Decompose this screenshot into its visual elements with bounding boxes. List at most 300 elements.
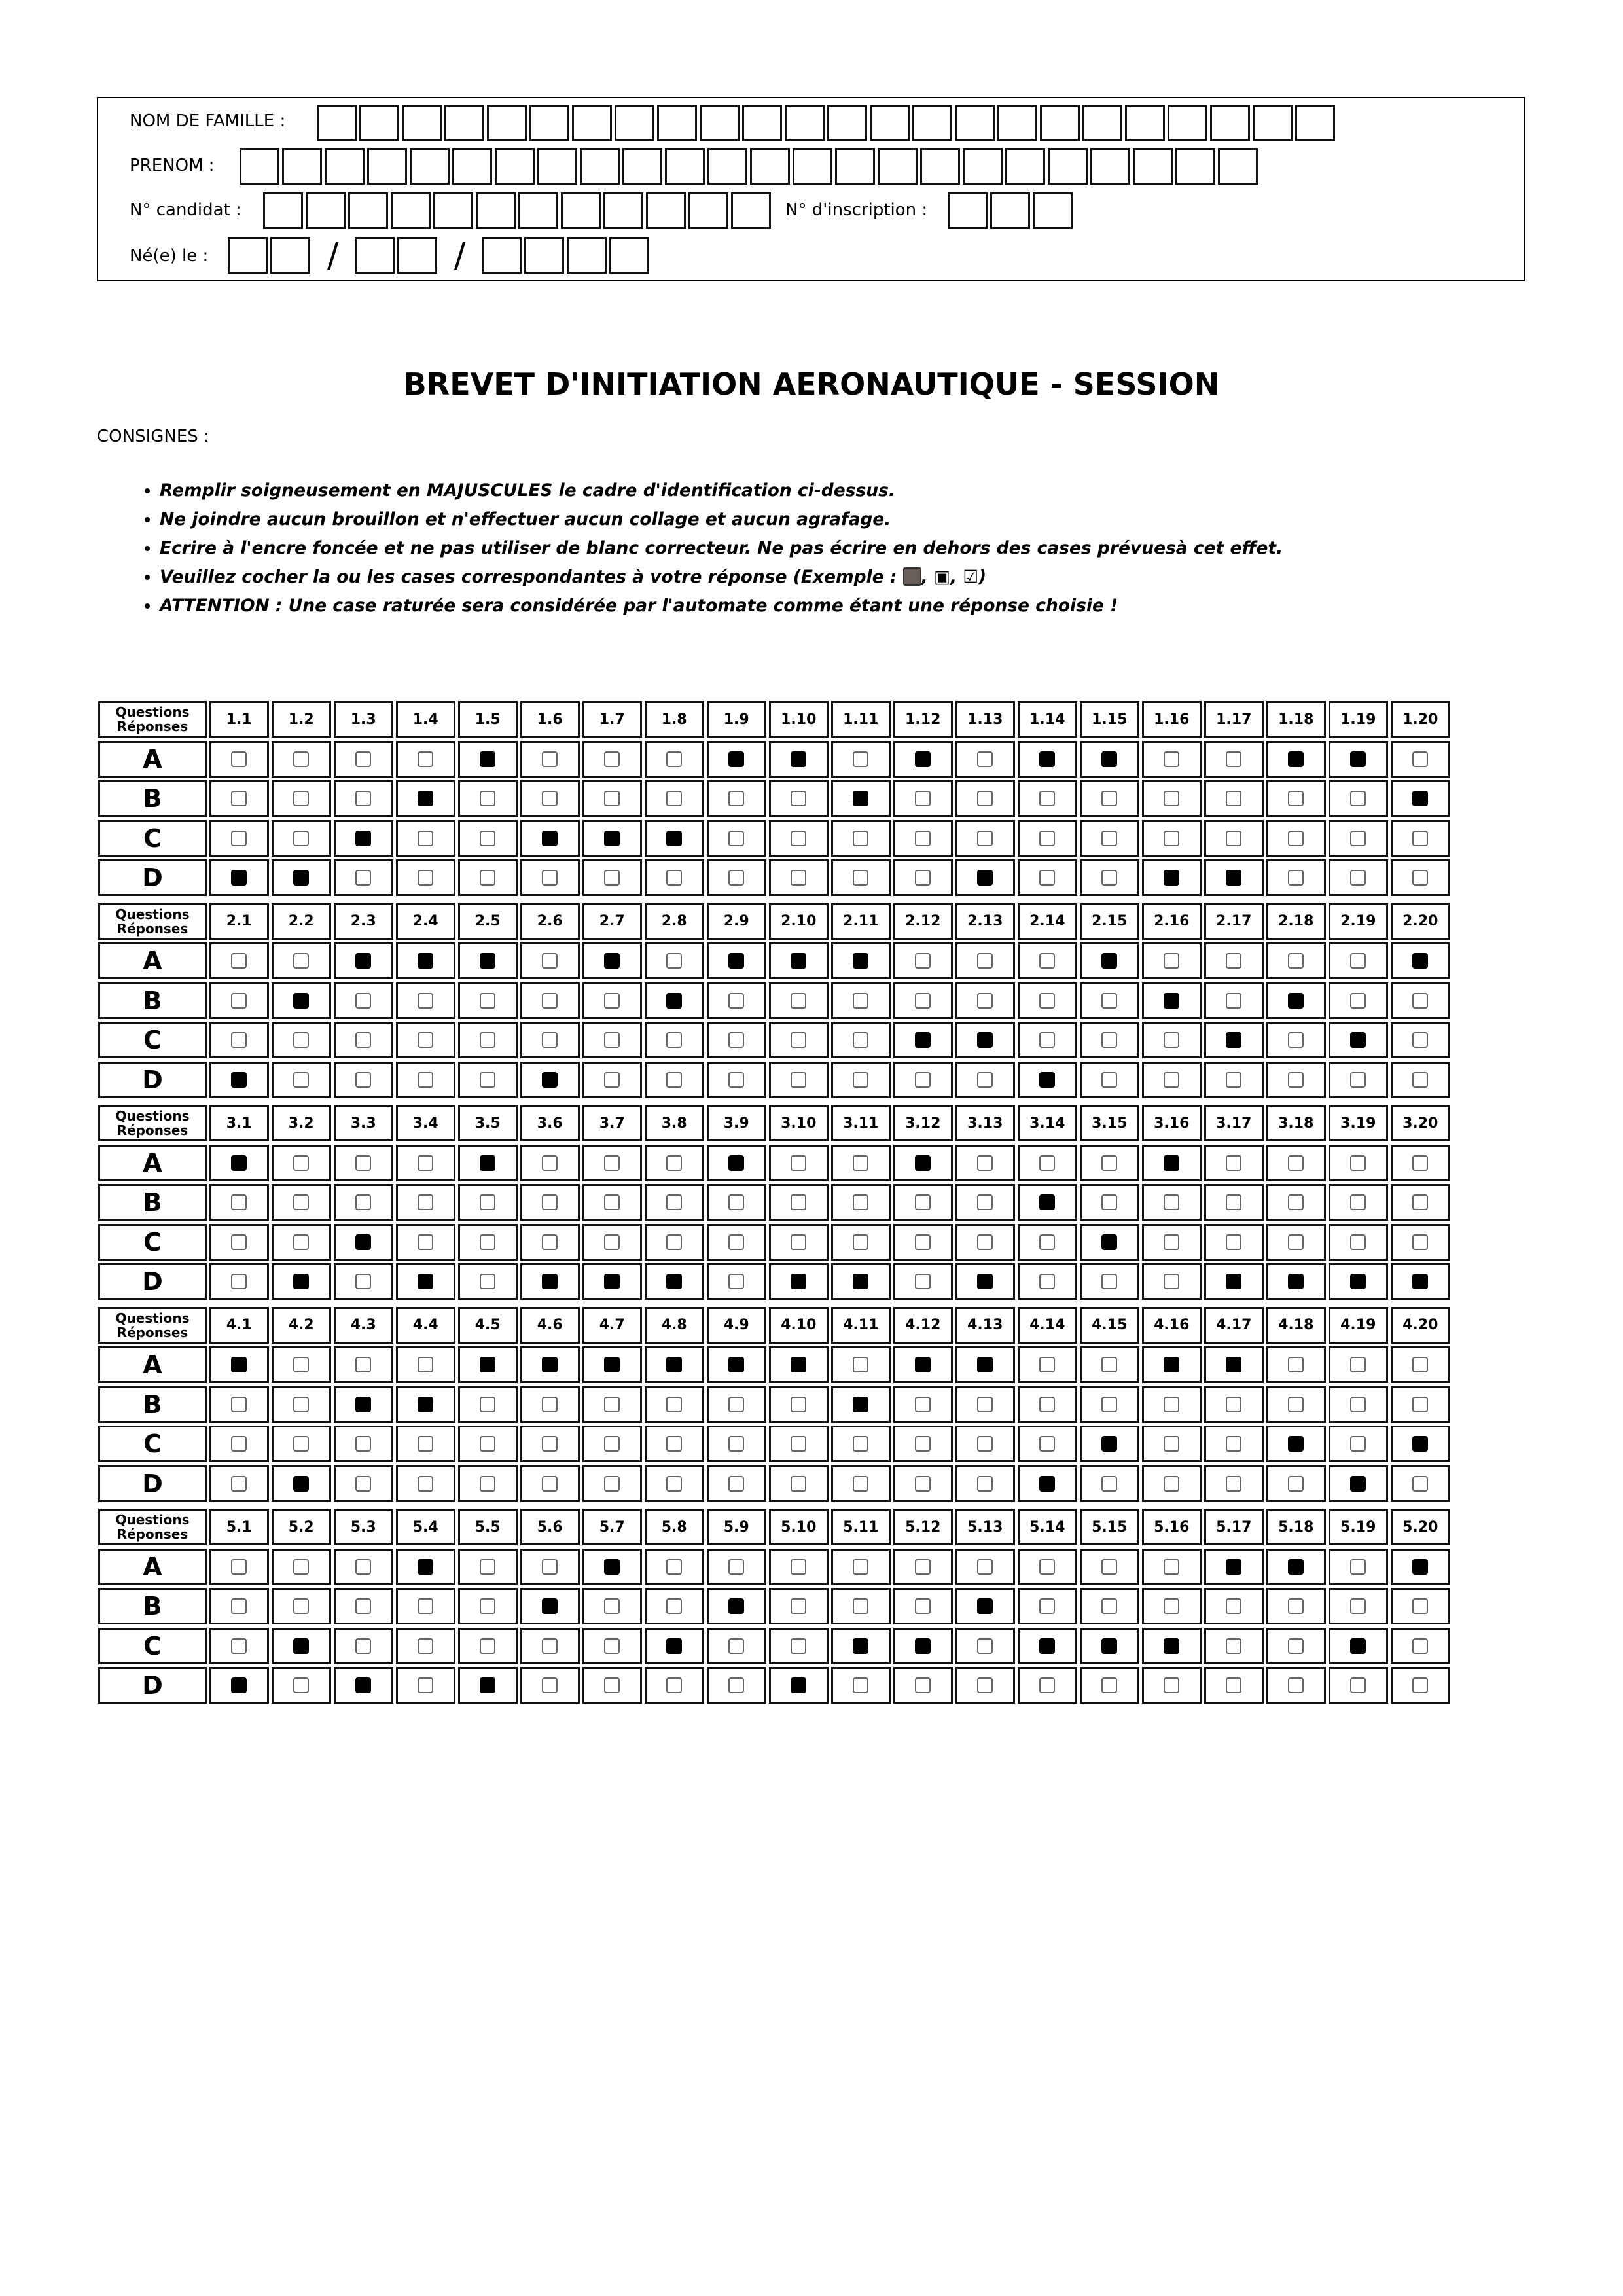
checkbox[interactable] <box>1101 1357 1117 1372</box>
checkbox[interactable] <box>480 1072 495 1088</box>
checkbox-checked[interactable] <box>604 1357 620 1372</box>
checkbox-checked[interactable] <box>480 751 495 767</box>
checkbox[interactable] <box>1164 953 1179 969</box>
letter-cell[interactable] <box>433 192 473 229</box>
checkbox[interactable] <box>728 1638 744 1654</box>
checkbox[interactable] <box>1101 1032 1117 1048</box>
checkbox[interactable] <box>293 791 309 806</box>
letter-cell[interactable] <box>1048 148 1088 185</box>
letter-cell[interactable] <box>1133 148 1173 185</box>
checkbox[interactable] <box>1101 1476 1117 1492</box>
checkbox-checked[interactable] <box>418 1559 433 1575</box>
checkbox[interactable] <box>1101 870 1117 886</box>
checkbox[interactable] <box>355 751 371 767</box>
letter-cell[interactable] <box>793 148 832 185</box>
checkbox[interactable] <box>231 751 247 767</box>
letter-cell[interactable] <box>495 148 535 185</box>
checkbox-checked[interactable] <box>915 1638 931 1654</box>
checkbox[interactable] <box>1288 1638 1304 1654</box>
checkbox-checked[interactable] <box>1039 1194 1055 1210</box>
checkbox[interactable] <box>542 1559 558 1575</box>
checkbox-checked[interactable] <box>542 1598 558 1614</box>
checkbox[interactable] <box>355 1476 371 1492</box>
checkbox[interactable] <box>480 1436 495 1452</box>
checkbox-checked[interactable] <box>604 1274 620 1289</box>
checkbox[interactable] <box>231 1598 247 1614</box>
checkbox-checked[interactable] <box>853 953 868 969</box>
prenom-field[interactable] <box>240 148 1260 185</box>
birth-year-field[interactable] <box>482 237 652 274</box>
checkbox[interactable] <box>666 1436 682 1452</box>
checkbox[interactable] <box>293 1598 309 1614</box>
checkbox-checked[interactable] <box>1350 1032 1366 1048</box>
checkbox[interactable] <box>293 1032 309 1048</box>
checkbox[interactable] <box>1039 1677 1055 1693</box>
checkbox[interactable] <box>1164 751 1179 767</box>
checkbox[interactable] <box>1350 831 1366 846</box>
checkbox[interactable] <box>1164 1274 1179 1289</box>
checkbox[interactable] <box>1412 1072 1428 1088</box>
checkbox[interactable] <box>1101 791 1117 806</box>
checkbox[interactable] <box>355 791 371 806</box>
checkbox-checked[interactable] <box>666 831 682 846</box>
checkbox-checked[interactable] <box>1226 1032 1241 1048</box>
checkbox[interactable] <box>1101 1155 1117 1171</box>
checkbox[interactable] <box>604 870 620 886</box>
checkbox[interactable] <box>1288 1072 1304 1088</box>
letter-cell[interactable] <box>410 148 450 185</box>
checkbox[interactable] <box>1039 1598 1055 1614</box>
checkbox-checked[interactable] <box>293 1476 309 1492</box>
letter-cell[interactable] <box>731 192 771 229</box>
checkbox[interactable] <box>1412 1397 1428 1412</box>
checkbox[interactable] <box>355 1559 371 1575</box>
checkbox[interactable] <box>418 1436 433 1452</box>
checkbox[interactable] <box>1226 751 1241 767</box>
checkbox[interactable] <box>977 1155 993 1171</box>
checkbox[interactable] <box>977 1194 993 1210</box>
checkbox-checked[interactable] <box>604 831 620 846</box>
checkbox[interactable] <box>1226 1638 1241 1654</box>
letter-cell[interactable] <box>1033 192 1073 229</box>
checkbox[interactable] <box>666 1397 682 1412</box>
checkbox[interactable] <box>231 1638 247 1654</box>
checkbox[interactable] <box>1226 1677 1241 1693</box>
checkbox[interactable] <box>293 1072 309 1088</box>
checkbox-checked[interactable] <box>1350 751 1366 767</box>
checkbox[interactable] <box>1164 1234 1179 1250</box>
checkbox[interactable] <box>1101 1677 1117 1693</box>
checkbox-checked[interactable] <box>1039 1638 1055 1654</box>
checkbox[interactable] <box>1039 870 1055 886</box>
letter-cell[interactable] <box>785 105 825 141</box>
checkbox-checked[interactable] <box>853 1397 868 1412</box>
checkbox-checked[interactable] <box>1350 1274 1366 1289</box>
letter-cell[interactable] <box>348 192 388 229</box>
checkbox[interactable] <box>791 1072 806 1088</box>
checkbox[interactable] <box>1039 1032 1055 1048</box>
letter-cell[interactable] <box>529 105 569 141</box>
checkbox-checked[interactable] <box>231 870 247 886</box>
checkbox[interactable] <box>1350 953 1366 969</box>
checkbox[interactable] <box>604 1072 620 1088</box>
letter-cell[interactable] <box>572 105 612 141</box>
checkbox[interactable] <box>853 751 868 767</box>
checkbox[interactable] <box>480 1476 495 1492</box>
checkbox[interactable] <box>1226 1436 1241 1452</box>
checkbox-checked[interactable] <box>977 1274 993 1289</box>
checkbox[interactable] <box>915 1598 931 1614</box>
checkbox-checked[interactable] <box>1288 1274 1304 1289</box>
letter-cell[interactable] <box>615 105 654 141</box>
checkbox-checked[interactable] <box>418 953 433 969</box>
checkbox[interactable] <box>1164 1559 1179 1575</box>
checkbox[interactable] <box>355 1194 371 1210</box>
checkbox[interactable] <box>1288 1677 1304 1693</box>
checkbox[interactable] <box>418 1155 433 1171</box>
letter-cell[interactable] <box>688 192 728 229</box>
checkbox[interactable] <box>728 1234 744 1250</box>
checkbox[interactable] <box>1101 831 1117 846</box>
checkbox-checked[interactable] <box>231 1155 247 1171</box>
checkbox[interactable] <box>1039 1274 1055 1289</box>
checkbox[interactable] <box>853 1598 868 1614</box>
checkbox-checked[interactable] <box>418 1397 433 1412</box>
checkbox[interactable] <box>1039 791 1055 806</box>
letter-cell[interactable] <box>567 237 607 274</box>
checkbox[interactable] <box>231 1274 247 1289</box>
checkbox[interactable] <box>666 953 682 969</box>
checkbox[interactable] <box>231 1476 247 1492</box>
checkbox-checked[interactable] <box>1039 751 1055 767</box>
checkbox[interactable] <box>977 1397 993 1412</box>
checkbox-checked[interactable] <box>1412 791 1428 806</box>
checkbox[interactable] <box>542 791 558 806</box>
checkbox[interactable] <box>791 1032 806 1048</box>
checkbox-checked[interactable] <box>604 953 620 969</box>
checkbox[interactable] <box>1412 993 1428 1009</box>
checkbox[interactable] <box>791 791 806 806</box>
checkbox-checked[interactable] <box>231 1677 247 1693</box>
birth-day-field[interactable] <box>228 237 313 274</box>
checkbox-checked[interactable] <box>1164 1357 1179 1372</box>
checkbox[interactable] <box>791 1194 806 1210</box>
checkbox-checked[interactable] <box>791 1677 806 1693</box>
checkbox[interactable] <box>418 993 433 1009</box>
checkbox[interactable] <box>853 1357 868 1372</box>
checkbox[interactable] <box>915 1274 931 1289</box>
checkbox-checked[interactable] <box>977 1032 993 1048</box>
checkbox[interactable] <box>1350 870 1366 886</box>
checkbox[interactable] <box>1226 831 1241 846</box>
checkbox[interactable] <box>1412 870 1428 886</box>
checkbox[interactable] <box>542 1397 558 1412</box>
checkbox[interactable] <box>1101 1559 1117 1575</box>
letter-cell[interactable] <box>270 237 310 274</box>
checkbox[interactable] <box>1412 831 1428 846</box>
letter-cell[interactable] <box>963 148 1003 185</box>
checkbox[interactable] <box>791 1638 806 1654</box>
checkbox[interactable] <box>1412 1194 1428 1210</box>
checkbox-checked[interactable] <box>666 993 682 1009</box>
letter-cell[interactable] <box>1295 105 1335 141</box>
checkbox[interactable] <box>480 1559 495 1575</box>
checkbox[interactable] <box>791 1234 806 1250</box>
checkbox[interactable] <box>604 791 620 806</box>
checkbox[interactable] <box>480 1274 495 1289</box>
checkbox[interactable] <box>915 953 931 969</box>
letter-cell[interactable] <box>306 192 346 229</box>
checkbox-checked[interactable] <box>853 791 868 806</box>
checkbox[interactable] <box>853 993 868 1009</box>
letter-cell[interactable] <box>912 105 952 141</box>
letter-cell[interactable] <box>402 105 442 141</box>
checkbox-checked[interactable] <box>355 1234 371 1250</box>
checkbox[interactable] <box>1412 1234 1428 1250</box>
checkbox[interactable] <box>1412 751 1428 767</box>
checkbox-checked[interactable] <box>1164 1638 1179 1654</box>
checkbox[interactable] <box>666 791 682 806</box>
checkbox[interactable] <box>1350 1072 1366 1088</box>
checkbox-checked[interactable] <box>355 831 371 846</box>
checkbox-checked[interactable] <box>542 1072 558 1088</box>
checkbox[interactable] <box>853 1032 868 1048</box>
letter-cell[interactable] <box>325 148 365 185</box>
letter-cell[interactable] <box>1210 105 1250 141</box>
checkbox-checked[interactable] <box>418 1274 433 1289</box>
checkbox-checked[interactable] <box>977 1357 993 1372</box>
checkbox[interactable] <box>418 1598 433 1614</box>
letter-cell[interactable] <box>603 192 643 229</box>
letter-cell[interactable] <box>1253 105 1293 141</box>
letter-cell[interactable] <box>317 105 357 141</box>
checkbox[interactable] <box>666 1559 682 1575</box>
checkbox-checked[interactable] <box>853 1274 868 1289</box>
checkbox-checked[interactable] <box>1412 953 1428 969</box>
checkbox-checked[interactable] <box>231 1072 247 1088</box>
checkbox[interactable] <box>1350 1397 1366 1412</box>
checkbox[interactable] <box>1350 1234 1366 1250</box>
checkbox[interactable] <box>355 1598 371 1614</box>
checkbox[interactable] <box>915 1397 931 1412</box>
checkbox-checked[interactable] <box>231 1357 247 1372</box>
checkbox-checked[interactable] <box>1412 1436 1428 1452</box>
letter-cell[interactable] <box>524 237 564 274</box>
checkbox[interactable] <box>1226 1155 1241 1171</box>
checkbox[interactable] <box>728 1476 744 1492</box>
checkbox[interactable] <box>728 1677 744 1693</box>
checkbox[interactable] <box>1039 1357 1055 1372</box>
checkbox[interactable] <box>604 1476 620 1492</box>
checkbox-checked[interactable] <box>1288 993 1304 1009</box>
checkbox[interactable] <box>1164 791 1179 806</box>
checkbox[interactable] <box>977 1476 993 1492</box>
checkbox[interactable] <box>728 1436 744 1452</box>
checkbox[interactable] <box>604 993 620 1009</box>
checkbox-checked[interactable] <box>1164 870 1179 886</box>
letter-cell[interactable] <box>367 148 407 185</box>
checkbox[interactable] <box>728 831 744 846</box>
checkbox[interactable] <box>791 1397 806 1412</box>
checkbox[interactable] <box>1039 1397 1055 1412</box>
checkbox[interactable] <box>542 1476 558 1492</box>
checkbox[interactable] <box>791 1155 806 1171</box>
letter-cell[interactable] <box>391 192 431 229</box>
checkbox-checked[interactable] <box>1412 1559 1428 1575</box>
letter-cell[interactable] <box>665 148 705 185</box>
letter-cell[interactable] <box>397 237 437 274</box>
checkbox[interactable] <box>1288 1357 1304 1372</box>
letter-cell[interactable] <box>990 192 1030 229</box>
checkbox[interactable] <box>1039 1155 1055 1171</box>
inscription-field[interactable] <box>948 192 1075 229</box>
letter-cell[interactable] <box>359 105 399 141</box>
checkbox[interactable] <box>604 1677 620 1693</box>
checkbox[interactable] <box>791 1436 806 1452</box>
checkbox[interactable] <box>1412 1677 1428 1693</box>
checkbox[interactable] <box>542 870 558 886</box>
checkbox[interactable] <box>728 1274 744 1289</box>
checkbox[interactable] <box>1412 1357 1428 1372</box>
checkbox[interactable] <box>1164 1677 1179 1693</box>
checkbox[interactable] <box>728 791 744 806</box>
checkbox[interactable] <box>231 831 247 846</box>
checkbox[interactable] <box>231 1436 247 1452</box>
checkbox[interactable] <box>480 1234 495 1250</box>
checkbox-checked[interactable] <box>1350 1476 1366 1492</box>
checkbox[interactable] <box>1226 791 1241 806</box>
letter-cell[interactable] <box>228 237 268 274</box>
letter-cell[interactable] <box>476 192 516 229</box>
checkbox[interactable] <box>1288 1194 1304 1210</box>
checkbox[interactable] <box>1350 1357 1366 1372</box>
checkbox[interactable] <box>604 751 620 767</box>
checkbox[interactable] <box>853 1072 868 1088</box>
checkbox[interactable] <box>1288 870 1304 886</box>
checkbox[interactable] <box>1226 953 1241 969</box>
letter-cell[interactable] <box>355 237 395 274</box>
letter-cell[interactable] <box>1168 105 1207 141</box>
checkbox-checked[interactable] <box>1039 1476 1055 1492</box>
checkbox[interactable] <box>418 831 433 846</box>
checkbox-checked[interactable] <box>1288 751 1304 767</box>
checkbox[interactable] <box>977 1072 993 1088</box>
checkbox[interactable] <box>542 1677 558 1693</box>
checkbox-checked[interactable] <box>728 1357 744 1372</box>
letter-cell[interactable] <box>1090 148 1130 185</box>
checkbox[interactable] <box>1226 1072 1241 1088</box>
checkbox[interactable] <box>293 953 309 969</box>
checkbox[interactable] <box>1412 1476 1428 1492</box>
checkbox[interactable] <box>604 1397 620 1412</box>
checkbox-checked[interactable] <box>666 1638 682 1654</box>
letter-cell[interactable] <box>452 148 492 185</box>
checkbox[interactable] <box>915 791 931 806</box>
checkbox-checked[interactable] <box>480 1677 495 1693</box>
checkbox-checked[interactable] <box>1164 993 1179 1009</box>
checkbox[interactable] <box>791 1559 806 1575</box>
checkbox[interactable] <box>791 1598 806 1614</box>
checkbox[interactable] <box>418 870 433 886</box>
checkbox[interactable] <box>977 993 993 1009</box>
checkbox[interactable] <box>1164 1476 1179 1492</box>
checkbox[interactable] <box>791 870 806 886</box>
checkbox[interactable] <box>977 1436 993 1452</box>
checkbox[interactable] <box>1101 1194 1117 1210</box>
checkbox[interactable] <box>231 1397 247 1412</box>
checkbox[interactable] <box>1039 1559 1055 1575</box>
checkbox[interactable] <box>915 1559 931 1575</box>
checkbox[interactable] <box>1039 953 1055 969</box>
checkbox-checked[interactable] <box>915 1357 931 1372</box>
checkbox[interactable] <box>355 870 371 886</box>
checkbox[interactable] <box>977 791 993 806</box>
letter-cell[interactable] <box>609 237 649 274</box>
checkbox-checked[interactable] <box>480 953 495 969</box>
checkbox[interactable] <box>1288 1155 1304 1171</box>
checkbox[interactable] <box>1101 1397 1117 1412</box>
checkbox[interactable] <box>1288 1234 1304 1250</box>
checkbox[interactable] <box>293 1357 309 1372</box>
checkbox[interactable] <box>1101 993 1117 1009</box>
letter-cell[interactable] <box>955 105 995 141</box>
letter-cell[interactable] <box>1218 148 1258 185</box>
letter-cell[interactable] <box>1175 148 1215 185</box>
checkbox[interactable] <box>1164 1397 1179 1412</box>
checkbox[interactable] <box>418 1234 433 1250</box>
checkbox[interactable] <box>1226 1194 1241 1210</box>
checkbox[interactable] <box>1164 1032 1179 1048</box>
checkbox-checked[interactable] <box>791 751 806 767</box>
checkbox-checked[interactable] <box>604 1559 620 1575</box>
checkbox[interactable] <box>853 1476 868 1492</box>
checkbox[interactable] <box>791 1476 806 1492</box>
checkbox[interactable] <box>231 1194 247 1210</box>
checkbox[interactable] <box>542 1436 558 1452</box>
checkbox-checked[interactable] <box>666 1274 682 1289</box>
checkbox[interactable] <box>791 831 806 846</box>
checkbox[interactable] <box>915 1436 931 1452</box>
letter-cell[interactable] <box>1040 105 1080 141</box>
checkbox[interactable] <box>853 870 868 886</box>
checkbox[interactable] <box>853 1234 868 1250</box>
checkbox-checked[interactable] <box>1101 953 1117 969</box>
checkbox[interactable] <box>231 953 247 969</box>
checkbox[interactable] <box>293 1436 309 1452</box>
checkbox[interactable] <box>480 870 495 886</box>
checkbox[interactable] <box>915 993 931 1009</box>
checkbox[interactable] <box>666 1598 682 1614</box>
checkbox[interactable] <box>418 751 433 767</box>
checkbox-checked[interactable] <box>480 1155 495 1171</box>
letter-cell[interactable] <box>282 148 322 185</box>
checkbox[interactable] <box>728 1559 744 1575</box>
birth-month-field[interactable] <box>355 237 440 274</box>
checkbox[interactable] <box>666 1476 682 1492</box>
checkbox[interactable] <box>1226 1598 1241 1614</box>
checkbox-checked[interactable] <box>542 1357 558 1372</box>
checkbox[interactable] <box>853 1677 868 1693</box>
checkbox[interactable] <box>542 751 558 767</box>
checkbox-checked[interactable] <box>1412 1274 1428 1289</box>
checkbox-checked[interactable] <box>355 1397 371 1412</box>
checkbox-checked[interactable] <box>355 1677 371 1693</box>
checkbox[interactable] <box>1288 953 1304 969</box>
checkbox-checked[interactable] <box>480 1357 495 1372</box>
letter-cell[interactable] <box>1082 105 1122 141</box>
checkbox[interactable] <box>355 1638 371 1654</box>
checkbox-checked[interactable] <box>293 1638 309 1654</box>
